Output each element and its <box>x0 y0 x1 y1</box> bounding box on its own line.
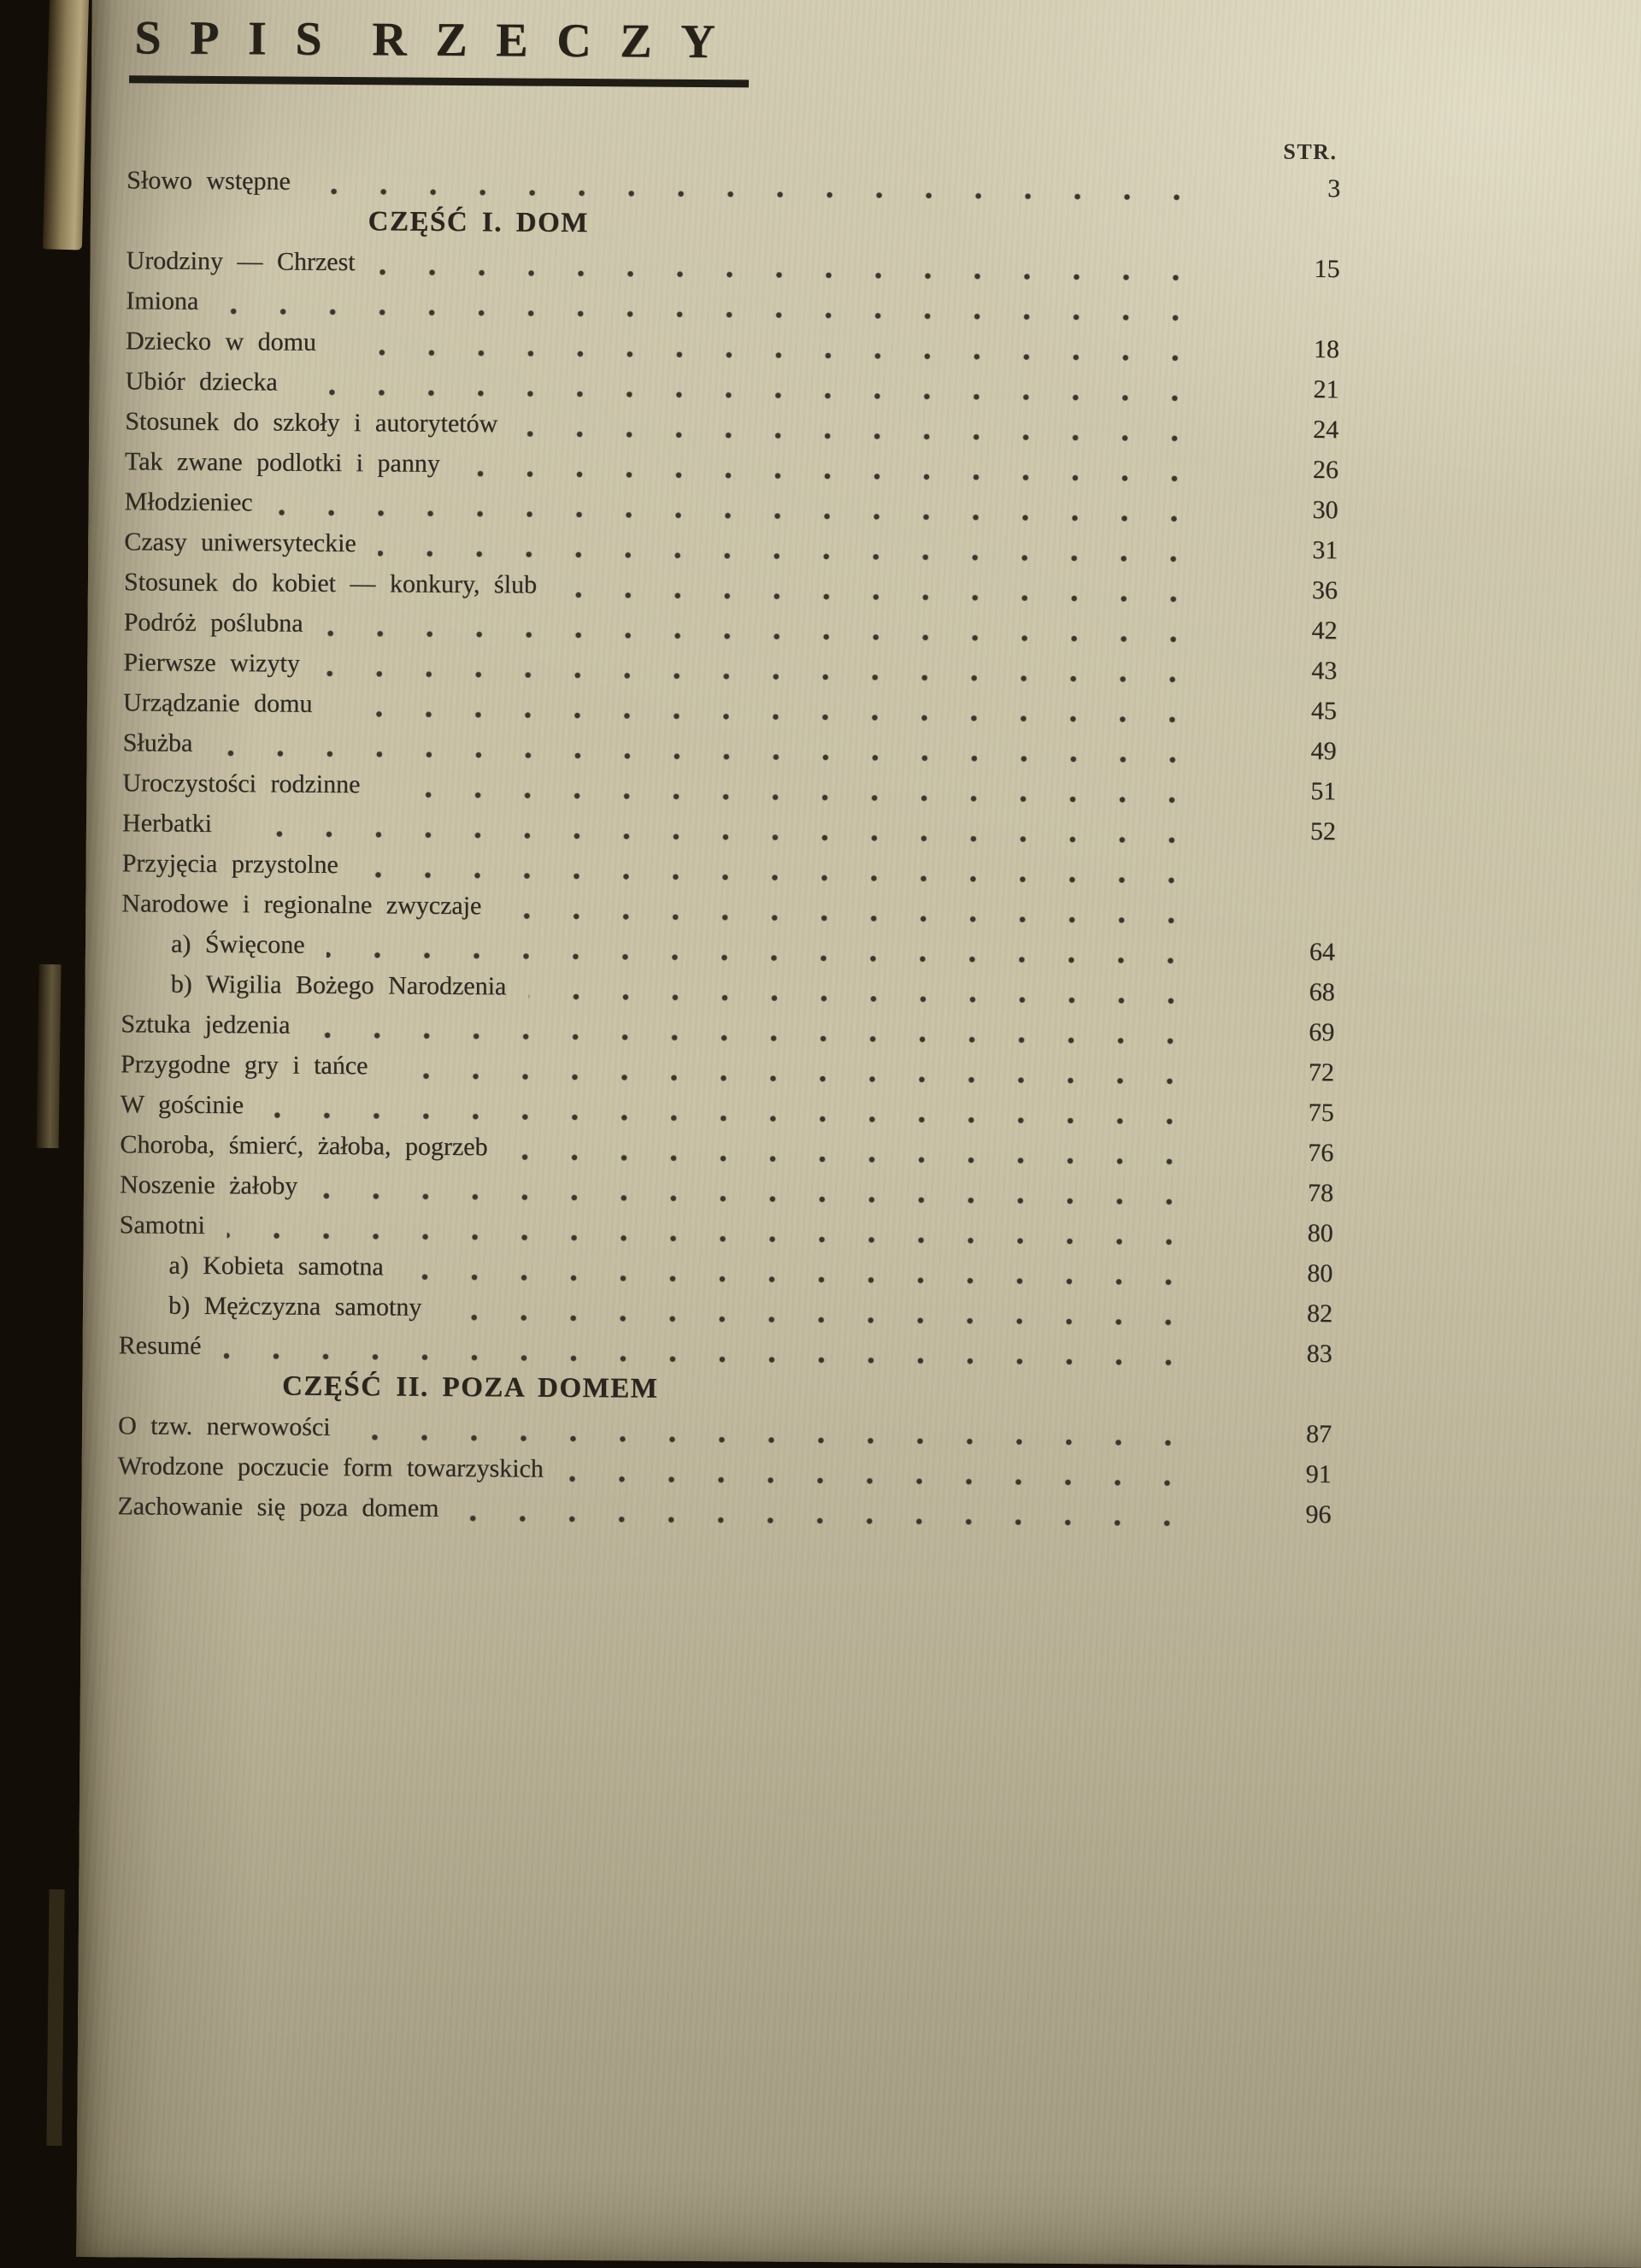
dot-leader <box>325 628 1219 645</box>
entry-label: Ubiór dziecka <box>125 367 278 397</box>
entry-page-number: 51 <box>1310 776 1337 806</box>
dot-leader <box>444 1312 1215 1328</box>
entry-label: Noszenie żałoby <box>119 1170 298 1200</box>
dot-leader <box>566 1474 1214 1488</box>
entry-label: Podróż poślubna <box>123 608 303 638</box>
entry-label: Pierwsze wizyty <box>123 648 300 678</box>
dot-leader <box>227 1230 1215 1247</box>
entry-label: Urodziny — Chrzest <box>126 246 356 277</box>
entry-label: Przygodne gry i tańce <box>120 1050 368 1081</box>
entry-label: Uroczystości rodzinne <box>122 769 361 799</box>
entry-label: b) Mężczyzna samotny <box>168 1291 422 1322</box>
entry-page-number: 64 <box>1309 937 1336 967</box>
toc-row <box>125 441 1338 490</box>
dot-leader <box>320 1191 1215 1207</box>
entry-page-number: 69 <box>1309 1017 1335 1047</box>
entry-label: O tzw. nerwowości <box>117 1411 331 1441</box>
entry-label: a) Kobieta samotna <box>168 1251 384 1281</box>
dot-leader <box>300 387 1221 404</box>
dot-leader <box>274 508 1220 525</box>
entry-label: Choroba, śmierć, żałoba, pogrzeb <box>120 1130 488 1162</box>
entry-label: W gościnie <box>120 1090 244 1120</box>
dot-leader <box>338 347 1221 363</box>
toc-row <box>122 763 1336 811</box>
section-heading: CZĘŚĆ II. POZA DOMEM <box>281 1370 659 1405</box>
entry-page-number <box>1257 880 1336 881</box>
dot-leader <box>361 869 1218 886</box>
page-number-column-header-row <box>126 131 1337 165</box>
entry-page-number: 80 <box>1307 1218 1333 1248</box>
entry-page-number: 18 <box>1313 334 1340 364</box>
entry-label: Wrodzone poczucie form towarzyskich <box>117 1452 544 1483</box>
entry-label: Czasy uniwersyteckie <box>124 527 356 558</box>
entry-page-number: 80 <box>1307 1258 1333 1288</box>
dot-leader <box>390 1070 1216 1087</box>
entry-page-number: 52 <box>1309 816 1337 846</box>
dot-leader <box>312 1030 1216 1046</box>
dot-leader <box>461 1513 1213 1529</box>
dot-leader <box>509 1152 1215 1167</box>
title-word-rzeczy: RZECZY <box>372 13 744 69</box>
dot-leader <box>559 590 1220 604</box>
column-header-str: STR. <box>1283 138 1338 165</box>
table-of-contents <box>117 10 1341 1535</box>
entry-page-number: 83 <box>1306 1339 1332 1369</box>
entry-label: Imiona <box>126 286 199 315</box>
entry-label: Zachowanie się poza domem <box>117 1492 439 1523</box>
toc-rows <box>117 160 1340 1535</box>
toc-row <box>119 1285 1332 1334</box>
title-word-spis: SPIS <box>134 11 351 67</box>
entry-label: Samotni <box>119 1211 205 1240</box>
entry-label: Dziecko w domu <box>125 327 317 356</box>
entry-page-number: 45 <box>1310 696 1338 726</box>
entry-page-number: 49 <box>1310 736 1337 766</box>
entry-label: Sztuka jedzenia <box>121 1010 291 1040</box>
page-stack-edge-bottom <box>46 1889 64 2146</box>
entry-label: Stosunek do szkoły i autorytetów <box>125 407 498 439</box>
dot-leader <box>234 828 1218 845</box>
dot-leader <box>215 748 1218 765</box>
entry-page-number: 42 <box>1311 616 1338 645</box>
section-heading: CZĘŚĆ I. DOM <box>368 206 589 239</box>
entry-label: Przyjęcia przystolne <box>121 849 338 880</box>
entry-page-number: 36 <box>1311 575 1338 605</box>
page-title <box>129 10 749 87</box>
entry-label: Służba <box>122 728 193 757</box>
dot-leader <box>266 1110 1216 1127</box>
dot-leader <box>406 1272 1215 1288</box>
dot-leader <box>520 429 1220 445</box>
entry-page-number: 91 <box>1305 1459 1332 1489</box>
dot-leader <box>503 910 1217 926</box>
page-stack-edge-middle <box>37 964 62 1148</box>
dot-leader <box>326 950 1217 966</box>
entry-page-number: 3 <box>1327 174 1341 203</box>
entry-label: Narodowe i regionalne zwyczaje <box>121 889 482 921</box>
dot-leader <box>313 186 1223 203</box>
toc-row <box>121 1044 1334 1093</box>
entry-page-number: 82 <box>1306 1299 1333 1328</box>
book-page <box>76 0 1641 2268</box>
title-block <box>127 10 1342 91</box>
dot-leader <box>221 306 1221 323</box>
entry-page-number: 24 <box>1313 415 1339 445</box>
page-stack-edge-top <box>43 0 89 250</box>
entry-page-number: 31 <box>1312 535 1338 565</box>
entry-page-number: 75 <box>1308 1098 1334 1128</box>
dot-leader <box>462 468 1220 484</box>
dot-leader <box>528 992 1216 1007</box>
entry-page-number: 21 <box>1313 374 1339 404</box>
entry-page-number: 68 <box>1309 977 1335 1007</box>
entry-label: Herbatki <box>121 809 213 839</box>
toc-row <box>126 240 1339 289</box>
entry-label: a) Święcone <box>170 929 305 959</box>
entry-label: Stosunek do kobiet — konkury, ślub <box>123 568 538 599</box>
entry-page-number: 30 <box>1312 495 1338 525</box>
entry-label: Urządzanie domu <box>122 688 313 718</box>
entry-label: Młodzieniec <box>124 487 253 517</box>
entry-page-number: 26 <box>1312 455 1339 485</box>
entry-label: b) Wigilia Bożego Narodzenia <box>170 969 507 1001</box>
entry-label: Słowo wstępne <box>126 166 291 196</box>
entry-page-number: 96 <box>1305 1499 1332 1529</box>
dot-leader <box>377 267 1221 283</box>
entry-page-number: 43 <box>1311 656 1338 686</box>
toc-row <box>120 1124 1333 1173</box>
entry-page-number: 78 <box>1307 1178 1334 1208</box>
entry-label: Tak zwane podlotki i panny <box>124 447 440 478</box>
entry-page-number: 76 <box>1308 1138 1334 1168</box>
entry-page-number <box>1261 317 1339 318</box>
toc-row <box>121 963 1335 1012</box>
dot-leader <box>322 669 1220 685</box>
toc-row <box>123 682 1337 731</box>
dot-leader <box>382 789 1218 805</box>
dot-leader <box>379 548 1220 564</box>
dot-leader <box>352 1432 1214 1448</box>
entry-page-number: 15 <box>1314 254 1340 284</box>
dot-leader <box>334 709 1219 725</box>
entry-page-number: 72 <box>1308 1057 1335 1087</box>
dot-leader <box>223 1351 1214 1368</box>
entry-page-number: 87 <box>1305 1419 1332 1449</box>
toc-row <box>126 321 1339 369</box>
toc-row <box>124 562 1338 610</box>
toc-row <box>117 1486 1331 1535</box>
entry-label: Resumé <box>118 1331 202 1360</box>
entry-page-number <box>1256 920 1335 921</box>
